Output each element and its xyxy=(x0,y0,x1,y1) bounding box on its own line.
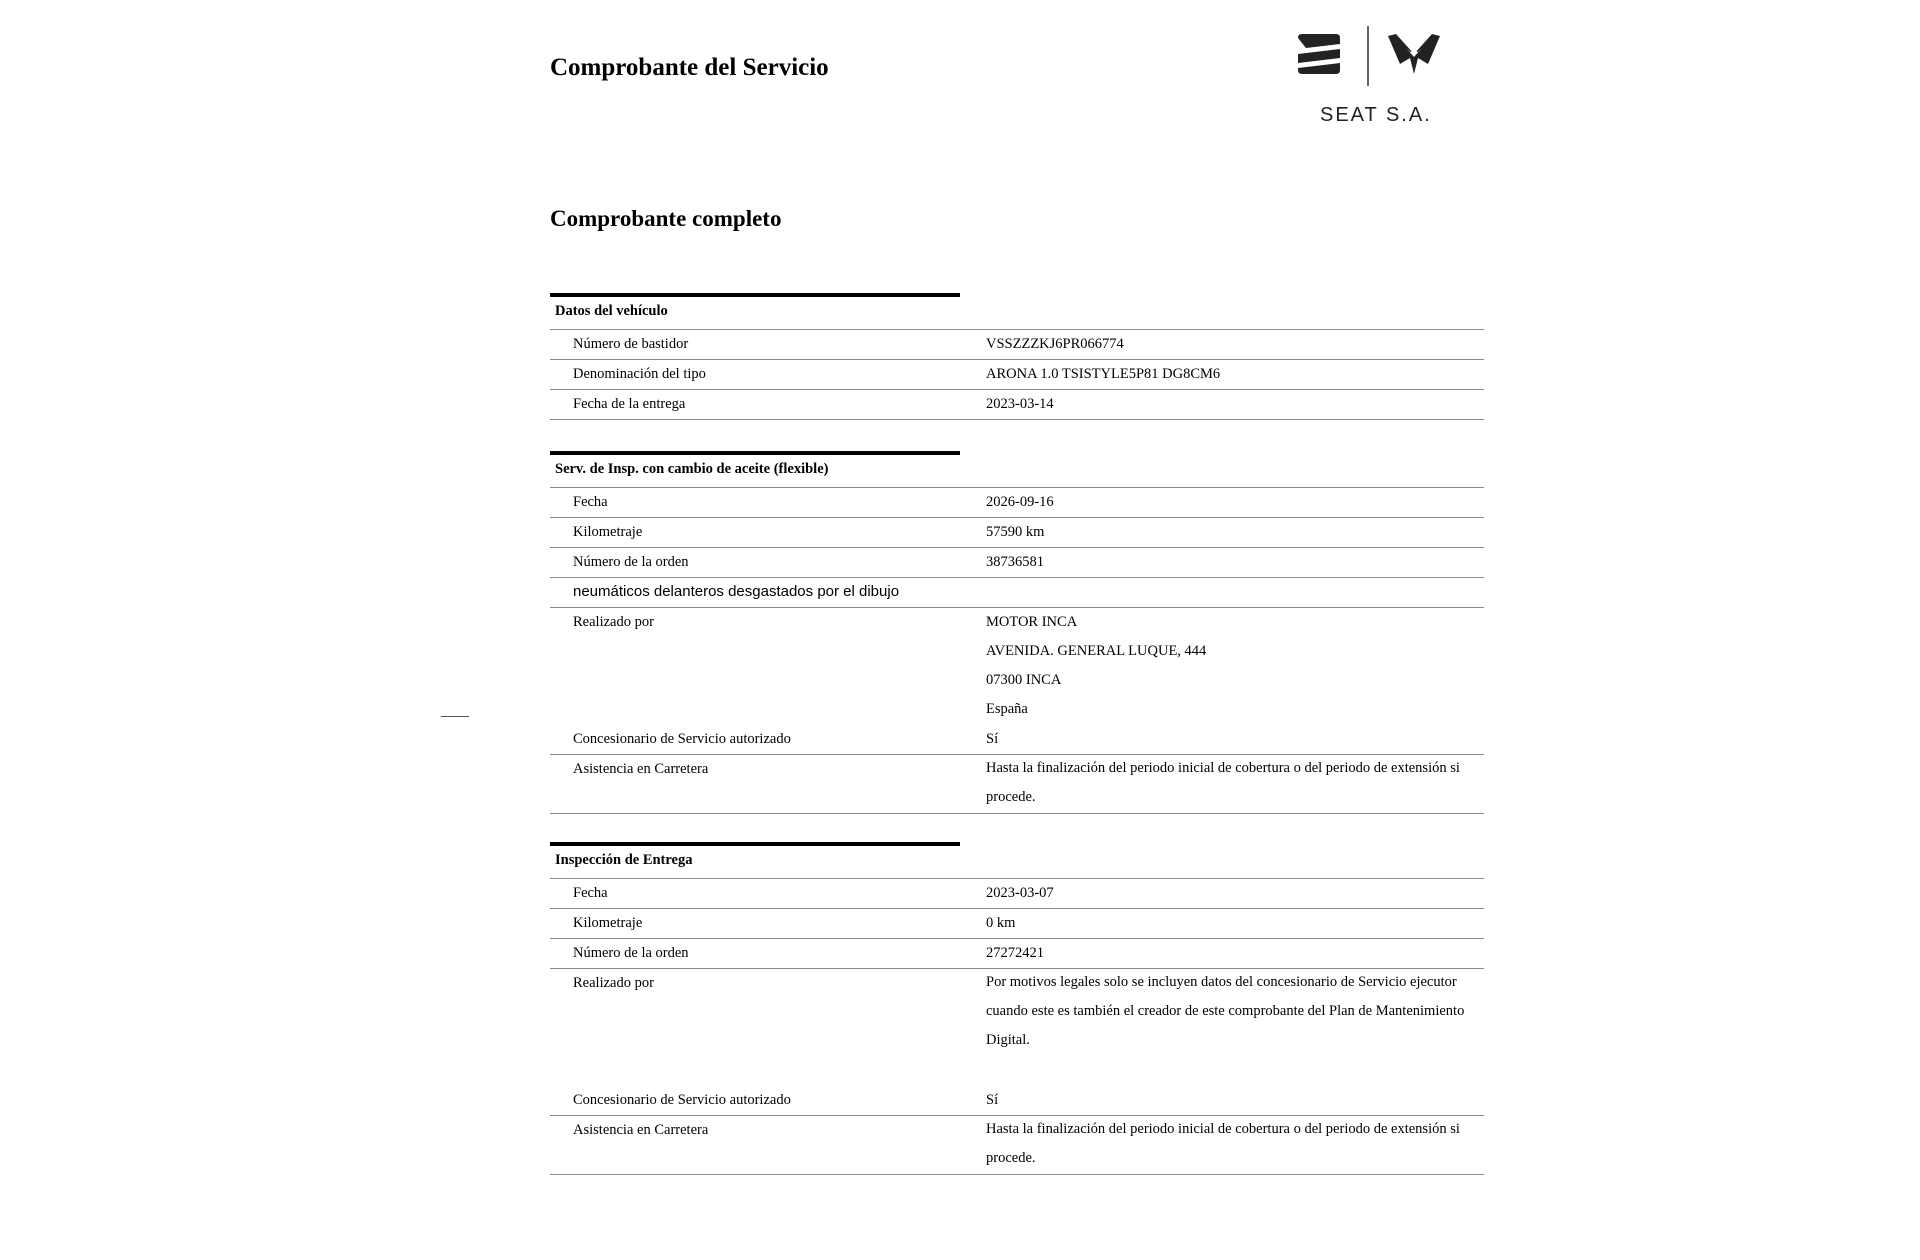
service-note xyxy=(550,578,1484,608)
row-label: Fecha xyxy=(573,885,608,901)
seat-cupra-logo-icon xyxy=(1296,24,1446,104)
table-row xyxy=(550,390,1484,420)
dealer-address xyxy=(986,608,1484,724)
row-value: Sí xyxy=(986,731,999,747)
table-row xyxy=(550,488,1484,518)
row-value: Hasta la finalización del periodo inicial de cobertura o del periodo de extensión si procede. xyxy=(986,1121,1460,1166)
dealer-street: AVENIDA. GENERAL LUQUE, 444 xyxy=(986,643,1207,659)
oil-service-section xyxy=(550,451,1484,814)
row-value: 27272421 xyxy=(986,945,1044,961)
type-value: ARONA 1.0 TSISTYLE5P81 DG8CM6 xyxy=(986,366,1221,382)
row-label: Fecha xyxy=(573,494,608,510)
page-title: Comprobante del Servicio xyxy=(550,54,829,81)
dealer-name: MOTOR INCA xyxy=(986,614,1078,630)
row-value: 2026-09-16 xyxy=(986,494,1054,510)
row-value: 38736581 xyxy=(986,554,1044,570)
section-heading-text: Inspección de Entrega xyxy=(555,852,693,868)
table-row xyxy=(550,1086,1484,1116)
delivery-date-value: 2023-03-14 xyxy=(986,396,1054,412)
table-row xyxy=(550,939,1484,969)
table-row xyxy=(550,330,1484,360)
table-row xyxy=(550,879,1484,909)
dealer-city: 07300 INCA xyxy=(986,672,1062,688)
row-label: Asistencia en Carretera xyxy=(573,1122,709,1138)
vehicle-data-section xyxy=(550,293,1484,420)
table-row xyxy=(550,755,1484,814)
row-label: Concesionario de Servicio autorizado xyxy=(573,731,791,747)
row-label: Realizado por xyxy=(573,975,654,991)
delivery-inspection-section xyxy=(550,842,1484,1175)
row-label: Kilometraje xyxy=(573,915,643,931)
vin-value: VSSZZZKJ6PR066774 xyxy=(986,336,1124,352)
section-heading xyxy=(550,451,960,487)
table-row xyxy=(550,725,1484,755)
brand-logo xyxy=(1296,24,1446,134)
table-row xyxy=(550,969,1484,1086)
row-value: 2023-03-07 xyxy=(986,885,1054,901)
row-value: Sí xyxy=(986,1092,999,1108)
row-label: Número de la orden xyxy=(573,945,689,961)
row-label: Número de la orden xyxy=(573,554,689,570)
dealer-country: España xyxy=(986,701,1028,717)
brand-name: SEAT S.A. xyxy=(1320,104,1432,126)
table-row xyxy=(550,548,1484,578)
row-value: Por motivos legales solo se incluyen datos del concesionario de Servicio ejecutor cuando este es también el creador de este comprobante del Plan de Mantenimiento Digital. xyxy=(986,974,1465,1048)
table-row xyxy=(550,360,1484,390)
row-label: Número de bastidor xyxy=(573,336,689,352)
table-row xyxy=(550,518,1484,548)
row-label: Kilometraje xyxy=(573,524,643,540)
row-label: Realizado por xyxy=(573,614,654,630)
row-label: Asistencia en Carretera xyxy=(573,761,709,777)
section-heading xyxy=(550,842,960,878)
table-row xyxy=(550,1116,1484,1175)
row-label: Concesionario de Servicio autorizado xyxy=(573,1092,791,1108)
section-heading-text: Serv. de Insp. con cambio de aceite (flexible) xyxy=(555,461,829,477)
row-label: Fecha de la entrega xyxy=(573,396,686,412)
section-heading xyxy=(550,293,960,329)
service-note-text: neumáticos delanteros desgastados por el dibujo xyxy=(573,583,900,600)
margin-mark xyxy=(441,716,469,717)
table-row xyxy=(550,608,1484,725)
table-row xyxy=(550,909,1484,939)
section-heading-text: Datos del vehículo xyxy=(555,303,668,319)
row-value: Hasta la finalización del periodo inicial de cobertura o del periodo de extensión si procede. xyxy=(986,760,1460,805)
row-value: 0 km xyxy=(986,915,1016,931)
row-label: Denominación del tipo xyxy=(573,366,706,382)
document-subtitle: Comprobante completo xyxy=(550,206,782,231)
row-value: 57590 km xyxy=(986,524,1045,540)
